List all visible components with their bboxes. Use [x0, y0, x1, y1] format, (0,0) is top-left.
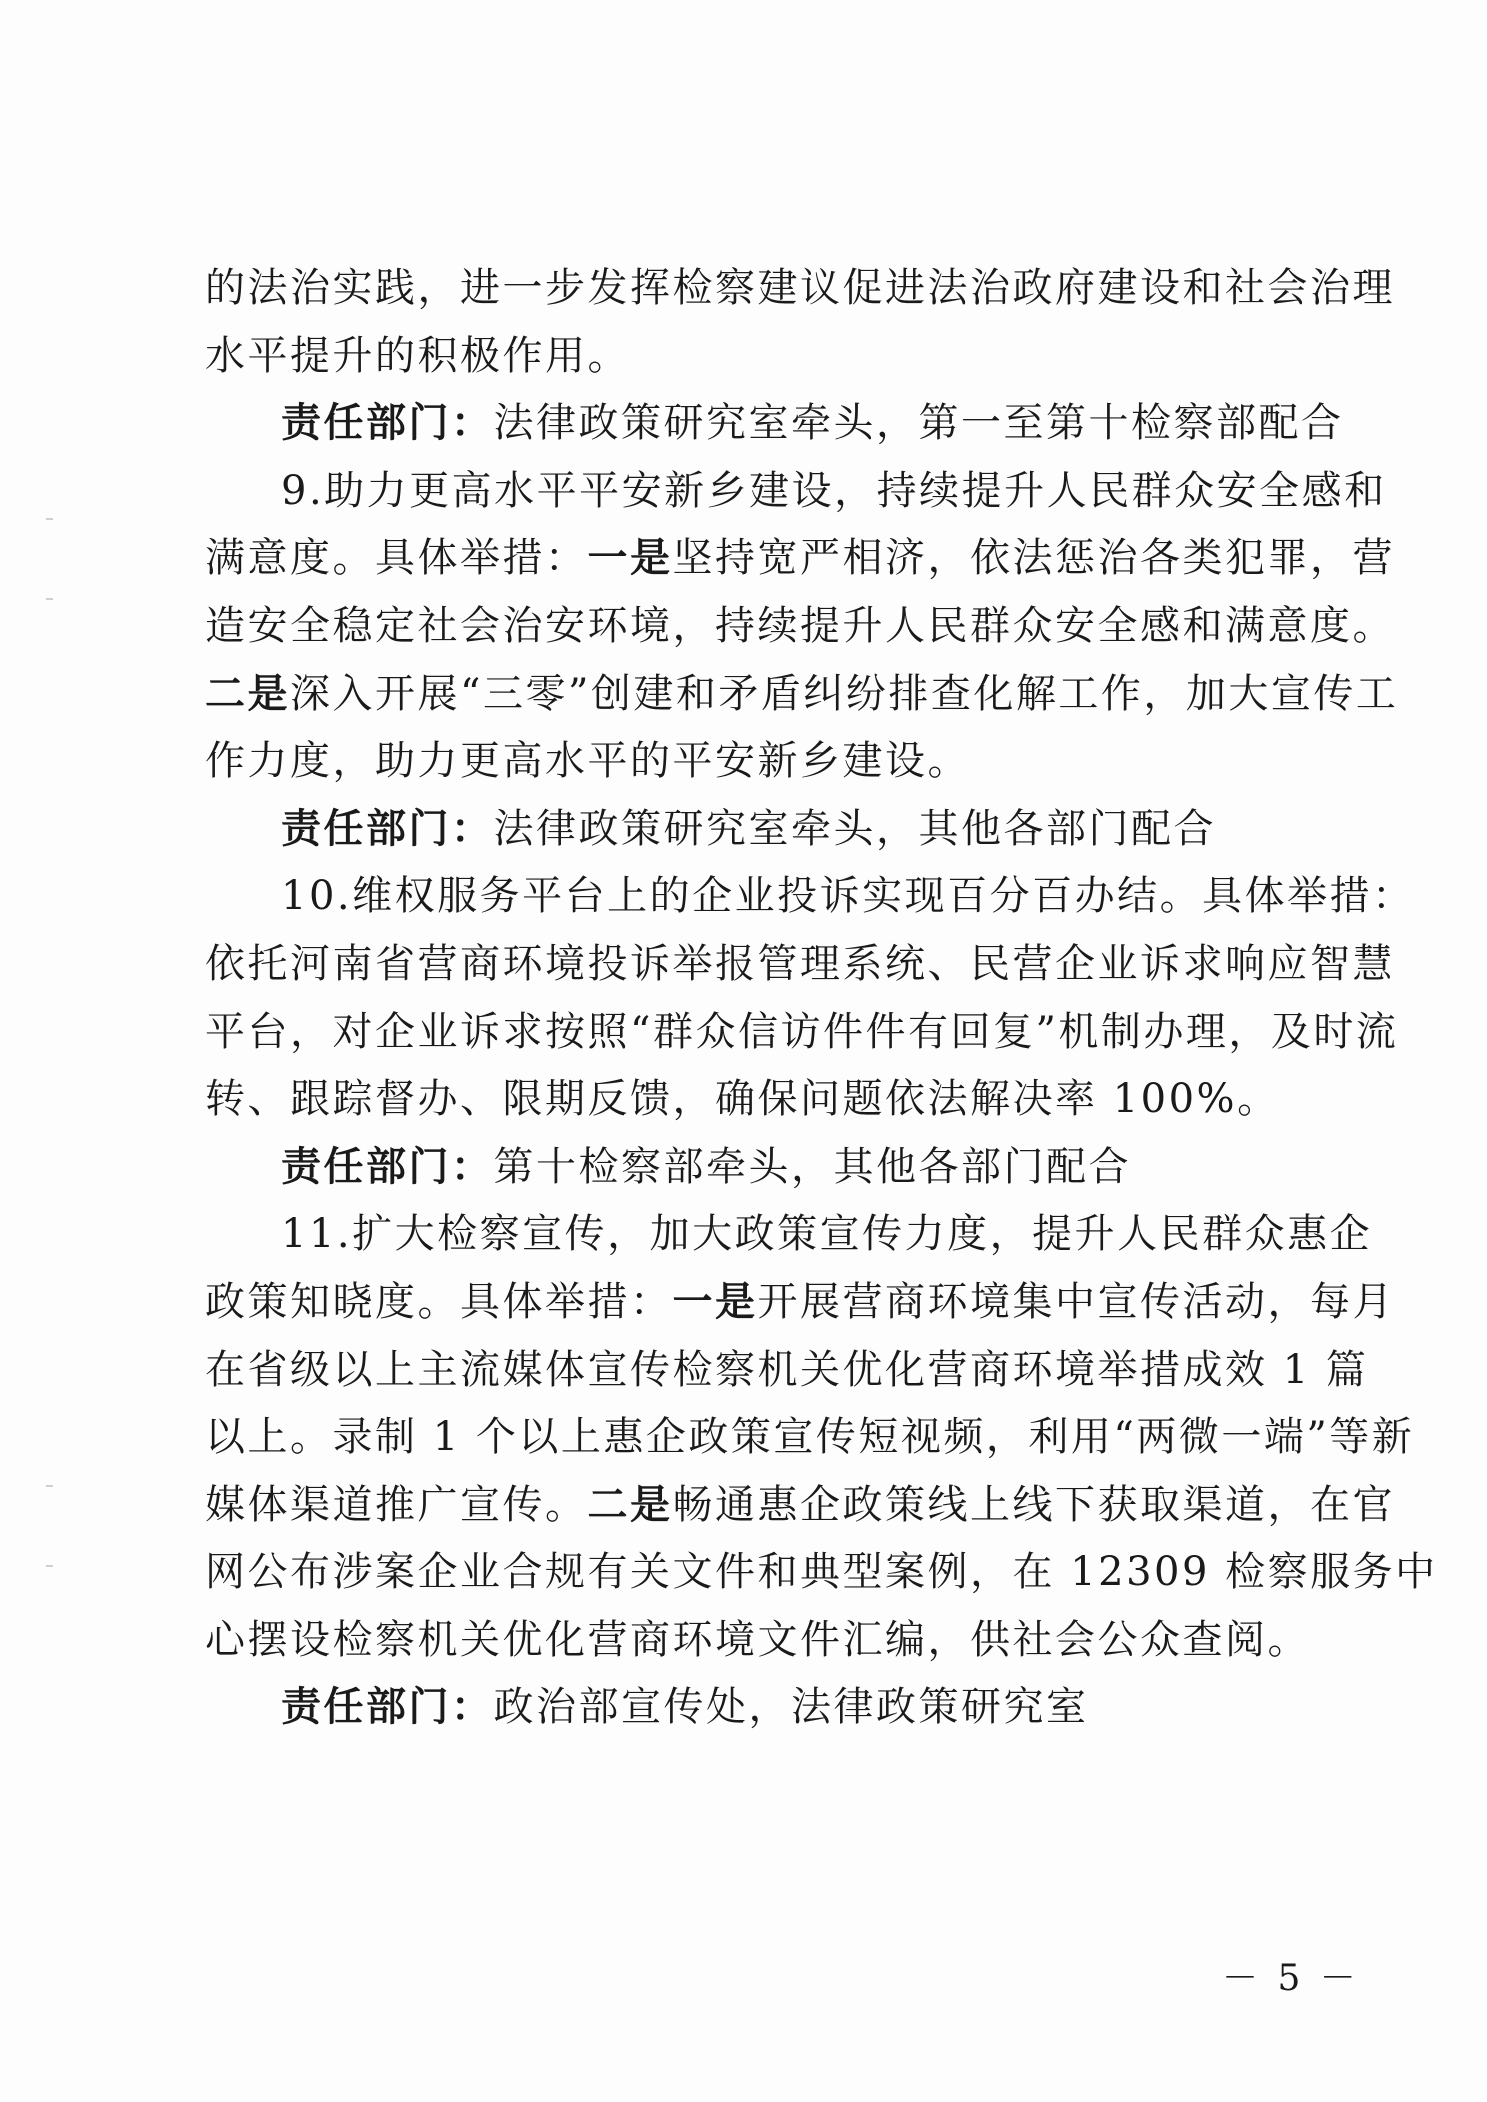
- duty-value: 法律政策研究室牵头，其他各部门配合: [493, 805, 1216, 852]
- text-span: 满意度。具体举措：: [205, 535, 588, 582]
- emphasis-first: 一是: [672, 1278, 758, 1325]
- duty-value: 法律政策研究室牵头，第一至第十检察部配合: [493, 400, 1344, 447]
- emphasis-second: 二是: [587, 1481, 673, 1528]
- document-body: [205, 255, 1438, 1742]
- paragraph-line: 网公布涉案企业合规有关文件和典型案例，在 12309 检察服务中: [205, 1549, 1438, 1596]
- duty-value: 政治部宣传处，法律政策研究室: [493, 1684, 1089, 1731]
- duty-line: [205, 796, 1310, 864]
- paragraph-line: 平台，对企业诉求按照“群众信访件件有回复”机制办理，及时流: [205, 1008, 1399, 1055]
- duty-label: 责任部门：: [281, 400, 494, 447]
- text-span: 深入开展“三零”创建和矛盾纠纷排查化解工作，加大宣传工: [290, 670, 1399, 717]
- emphasis-first: 一是: [587, 535, 673, 582]
- item-title: 10.维权服务平台上的企业投诉实现百分百办结。具体举措：: [281, 873, 1415, 920]
- item-title: 9.助力更高水平平安新乡建设，持续提升人民群众安全感和: [281, 467, 1387, 514]
- paragraph-line: 水平提升的积极作用。: [205, 332, 630, 379]
- paragraph-line: [205, 1269, 1395, 1337]
- text-span: 政策知晓度。具体举措：: [205, 1278, 673, 1325]
- duty-value: 第十检察部牵头，其他各部门配合: [493, 1143, 1131, 1190]
- paragraph-line: 心摆设检察机关优化营商环境文件汇编，供社会公众查阅。: [205, 1616, 1310, 1663]
- scan-mark: [46, 598, 53, 600]
- page-number: － 5 －: [1222, 1958, 1360, 1999]
- duty-line: [205, 1674, 1310, 1742]
- duty-label: 责任部门：: [281, 1143, 494, 1190]
- item-title: 11.扩大检察宣传，加大政策宣传力度，提升人民群众惠企: [281, 1211, 1373, 1258]
- text-span: 坚持宽严相济，依法惩治各类犯罪，营: [672, 535, 1395, 582]
- scan-mark: [46, 1485, 53, 1487]
- scan-mark: [46, 518, 53, 520]
- paragraph-line: 依托河南省营商环境投诉举报管理系统、民营企业诉求响应智慧: [205, 940, 1395, 987]
- paragraph-line: 在省级以上主流媒体宣传检察机关优化营商环境举措成效 1 篇: [205, 1346, 1369, 1393]
- paragraph-line: 作力度，助力更高水平的平安新乡建设。: [205, 738, 970, 785]
- scan-mark: [46, 1565, 53, 1567]
- text-span: 开展营商环境集中宣传活动，每月: [757, 1278, 1395, 1325]
- paragraph-line: 造安全稳定社会治安环境，持续提升人民群众安全感和满意度。: [205, 602, 1395, 649]
- duty-line: [205, 390, 1344, 458]
- paragraph-line: 的法治实践，进一步发挥检察建议促进法治政府建设和社会治理: [205, 265, 1395, 311]
- paragraph-line: [205, 1472, 1395, 1540]
- paragraph-line: 转、跟踪督办、限期反馈，确保问题依法解决率 100%。: [205, 1076, 1280, 1123]
- text-span: 媒体渠道推广宣传。: [205, 1481, 588, 1528]
- emphasis-second: 二是: [205, 670, 290, 717]
- duty-label: 责任部门：: [281, 1684, 494, 1731]
- paragraph-line: 以上。录制 1 个以上惠企政策宣传短视频，利用“两微一端”等新: [205, 1414, 1415, 1461]
- duty-line: [205, 1134, 1310, 1202]
- paragraph-line: [205, 525, 1395, 593]
- text-span: 畅通惠企政策线上线下获取渠道，在官: [672, 1481, 1395, 1528]
- paragraph-line: [205, 661, 1399, 729]
- duty-label: 责任部门：: [281, 805, 494, 852]
